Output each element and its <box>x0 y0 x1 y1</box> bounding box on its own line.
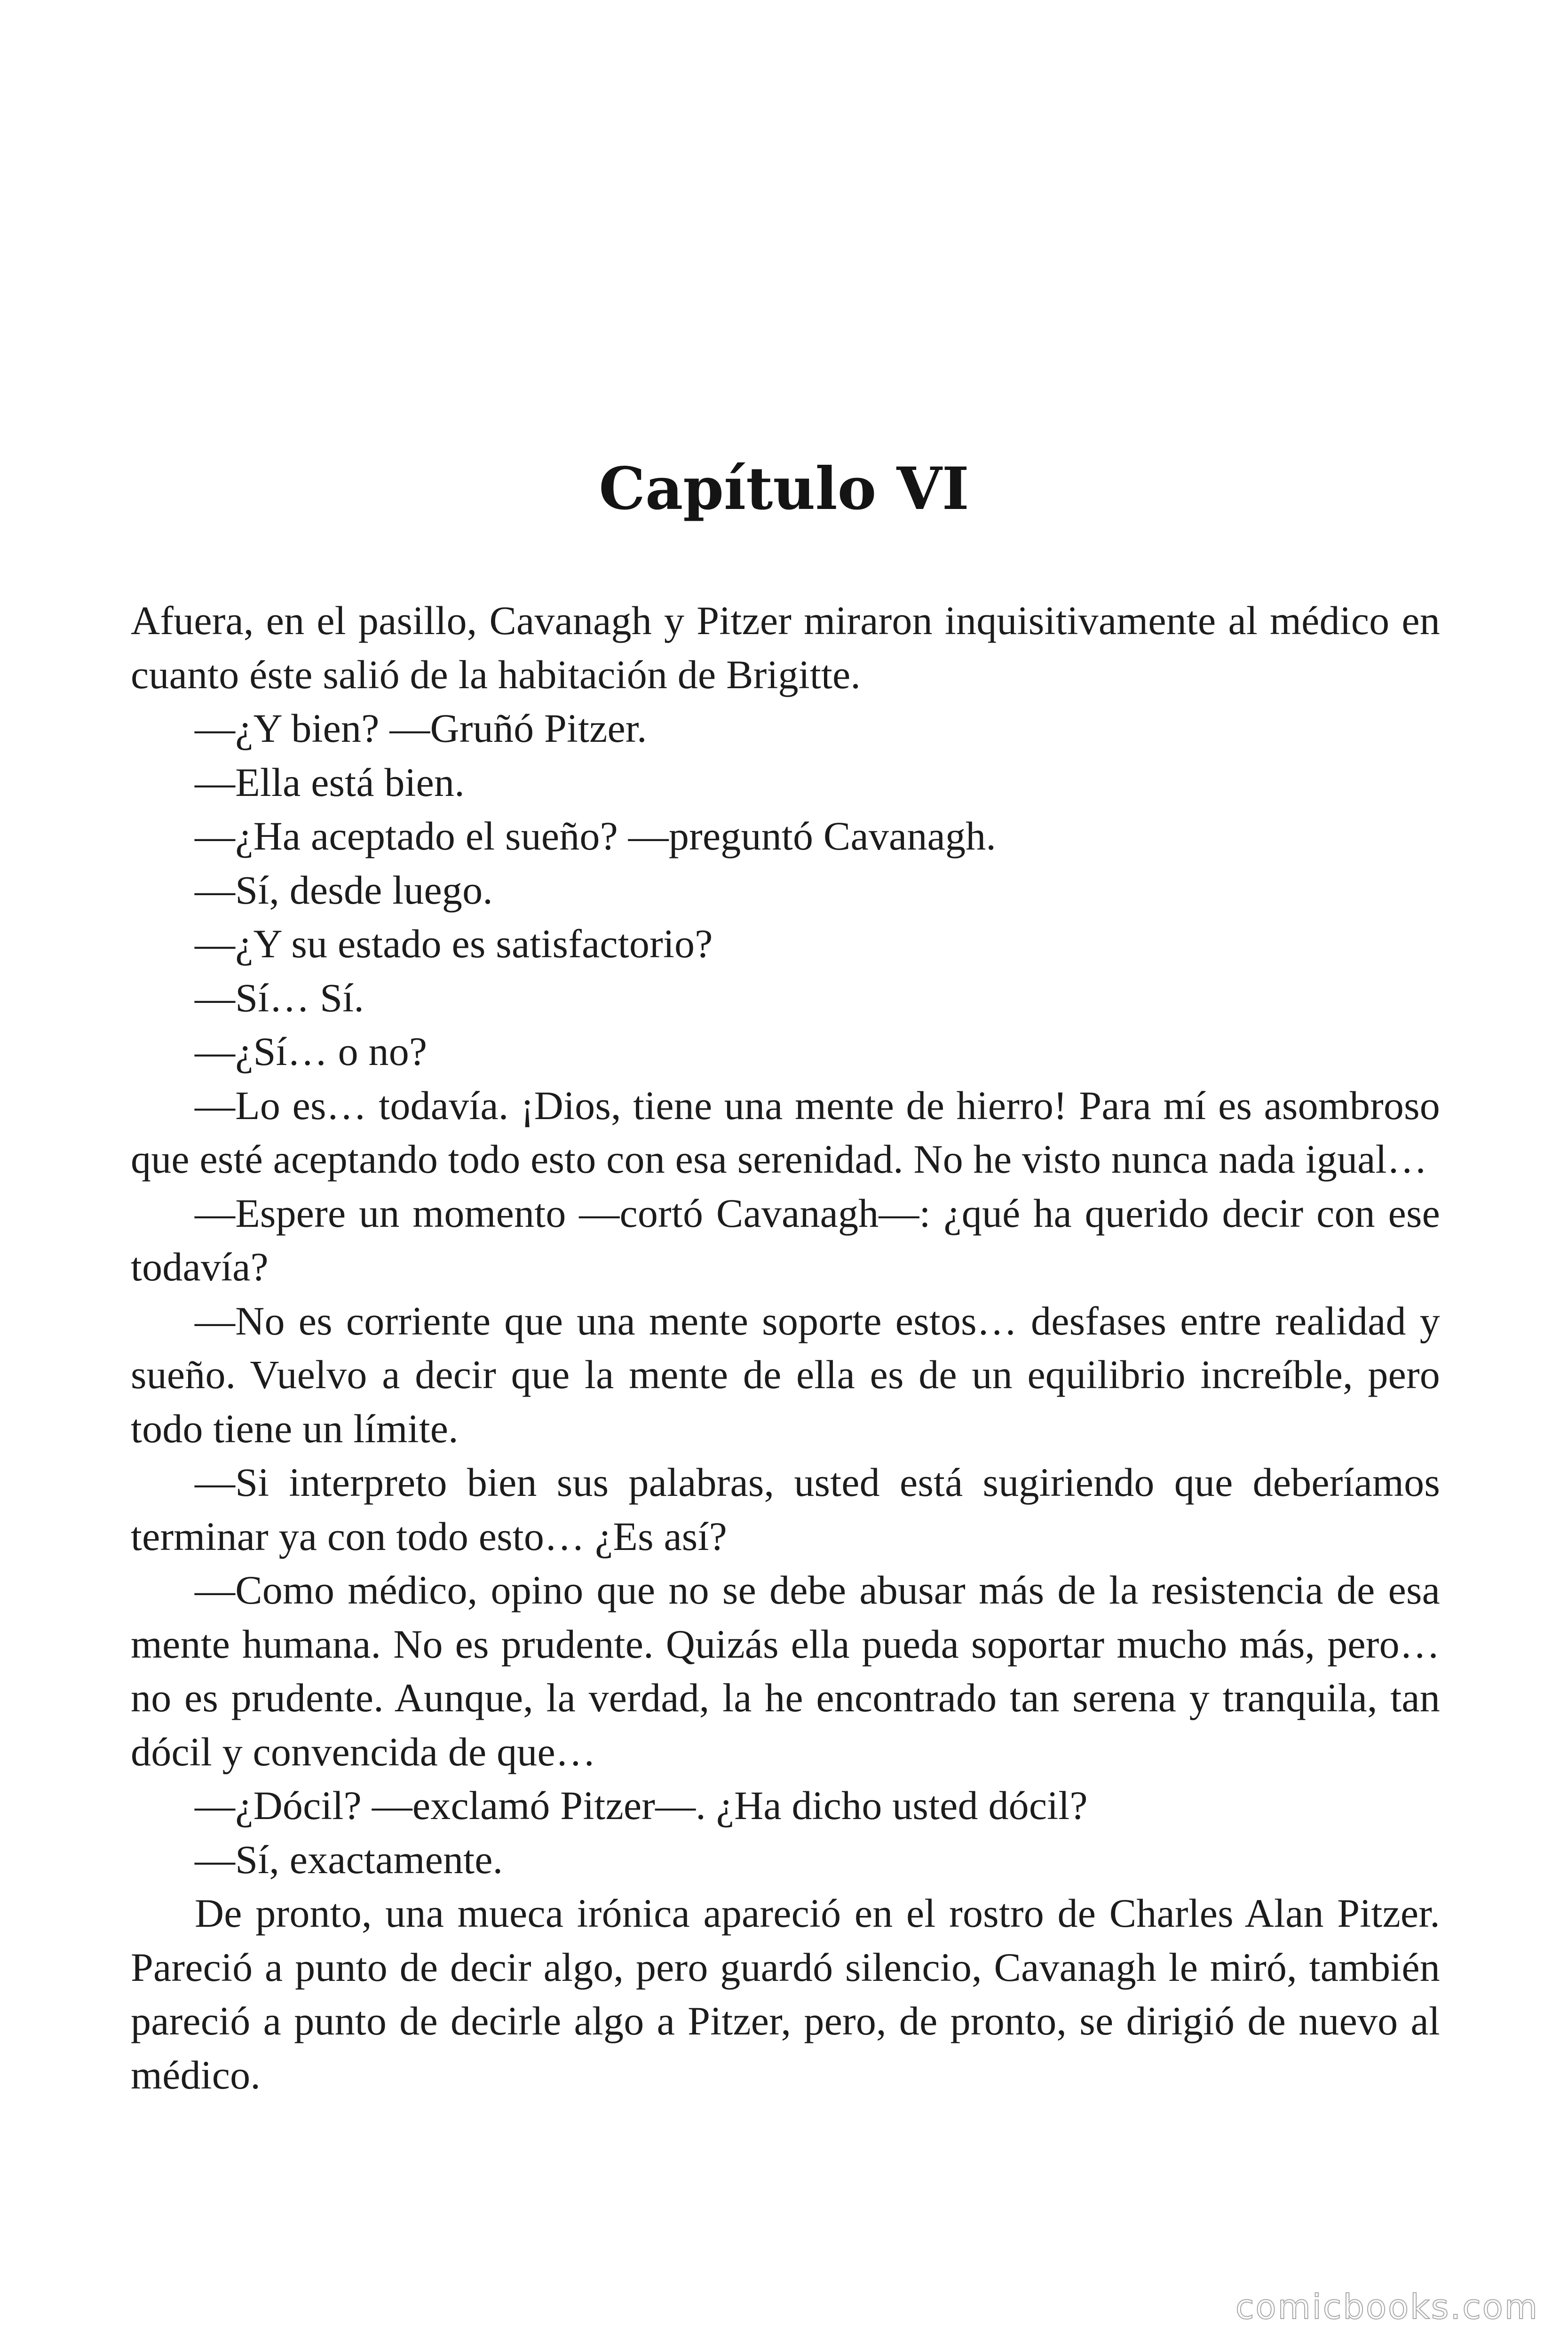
paragraph: —¿Y bien? —Gruñó Pitzer. <box>195 706 647 751</box>
paragraph: —¿Y su estado es satisfactorio? <box>195 921 713 966</box>
watermark: comicbooks.com <box>1235 2287 1539 2327</box>
paragraph: —Ella está bien. <box>195 759 465 805</box>
paragraph: —Espere un momento —cortó Cavanagh—: ¿qué ha querido decir con ese todavía? <box>131 1190 1440 1289</box>
paragraph: —¿Ha aceptado el sueño? —preguntó Cavanagh. <box>195 813 997 858</box>
paragraph: —Sí, desde luego. <box>195 867 493 913</box>
paragraph: —Como médico, opino que no se debe abusar más de la resistencia de esa mente humana. No es prudente. Quizás ella pueda soportar mucho más, pero… no es prudente. Aunque, la verdad, la he encontrado tan serena y tranquila, tan dócil y convencida de que… <box>131 1567 1440 1774</box>
paragraph: —¿Dócil? —exclamó Pitzer—. ¿Ha dicho usted dócil? <box>195 1783 1088 1828</box>
chapter-body <box>131 594 1440 2102</box>
paragraph: Afuera, en el pasillo, Cavanagh y Pitzer miraron inquisitivamente al médico en cuanto éste salió de la habitación de Brigitte. <box>131 598 1440 697</box>
paragraph: —¿Sí… o no? <box>195 1029 428 1074</box>
chapter-title: Capítulo VI <box>599 455 969 523</box>
paragraph: De pronto, una mueca irónica apareció en el rostro de Charles Alan Pitzer. Pareció a punto de decir algo, pero guardó silencio, Cavanagh le miró, también pareció a punto de decirle algo a Pitzer, pero, de pronto, se dirigió de nuevo al médico. <box>131 1891 1440 2098</box>
paragraph: —Lo es… todavía. ¡Dios, tiene una mente de hierro! Para mí es asombroso que esté aceptando todo esto con esa serenidad. No he visto nunca nada igual… <box>131 1082 1440 1182</box>
paragraph: —No es corriente que una mente soporte estos… desfases entre realidad y sueño. Vuelvo a decir que la mente de ella es de un equilibrio increíble, pero todo tiene un límite. <box>131 1298 1440 1451</box>
paragraph: —Sí… Sí. <box>195 975 364 1020</box>
paragraph: —Sí, exactamente. <box>195 1836 503 1882</box>
paragraph: —Si interpreto bien sus palabras, usted está sugiriendo que deberíamos terminar ya con todo esto… ¿Es así? <box>131 1460 1440 1559</box>
